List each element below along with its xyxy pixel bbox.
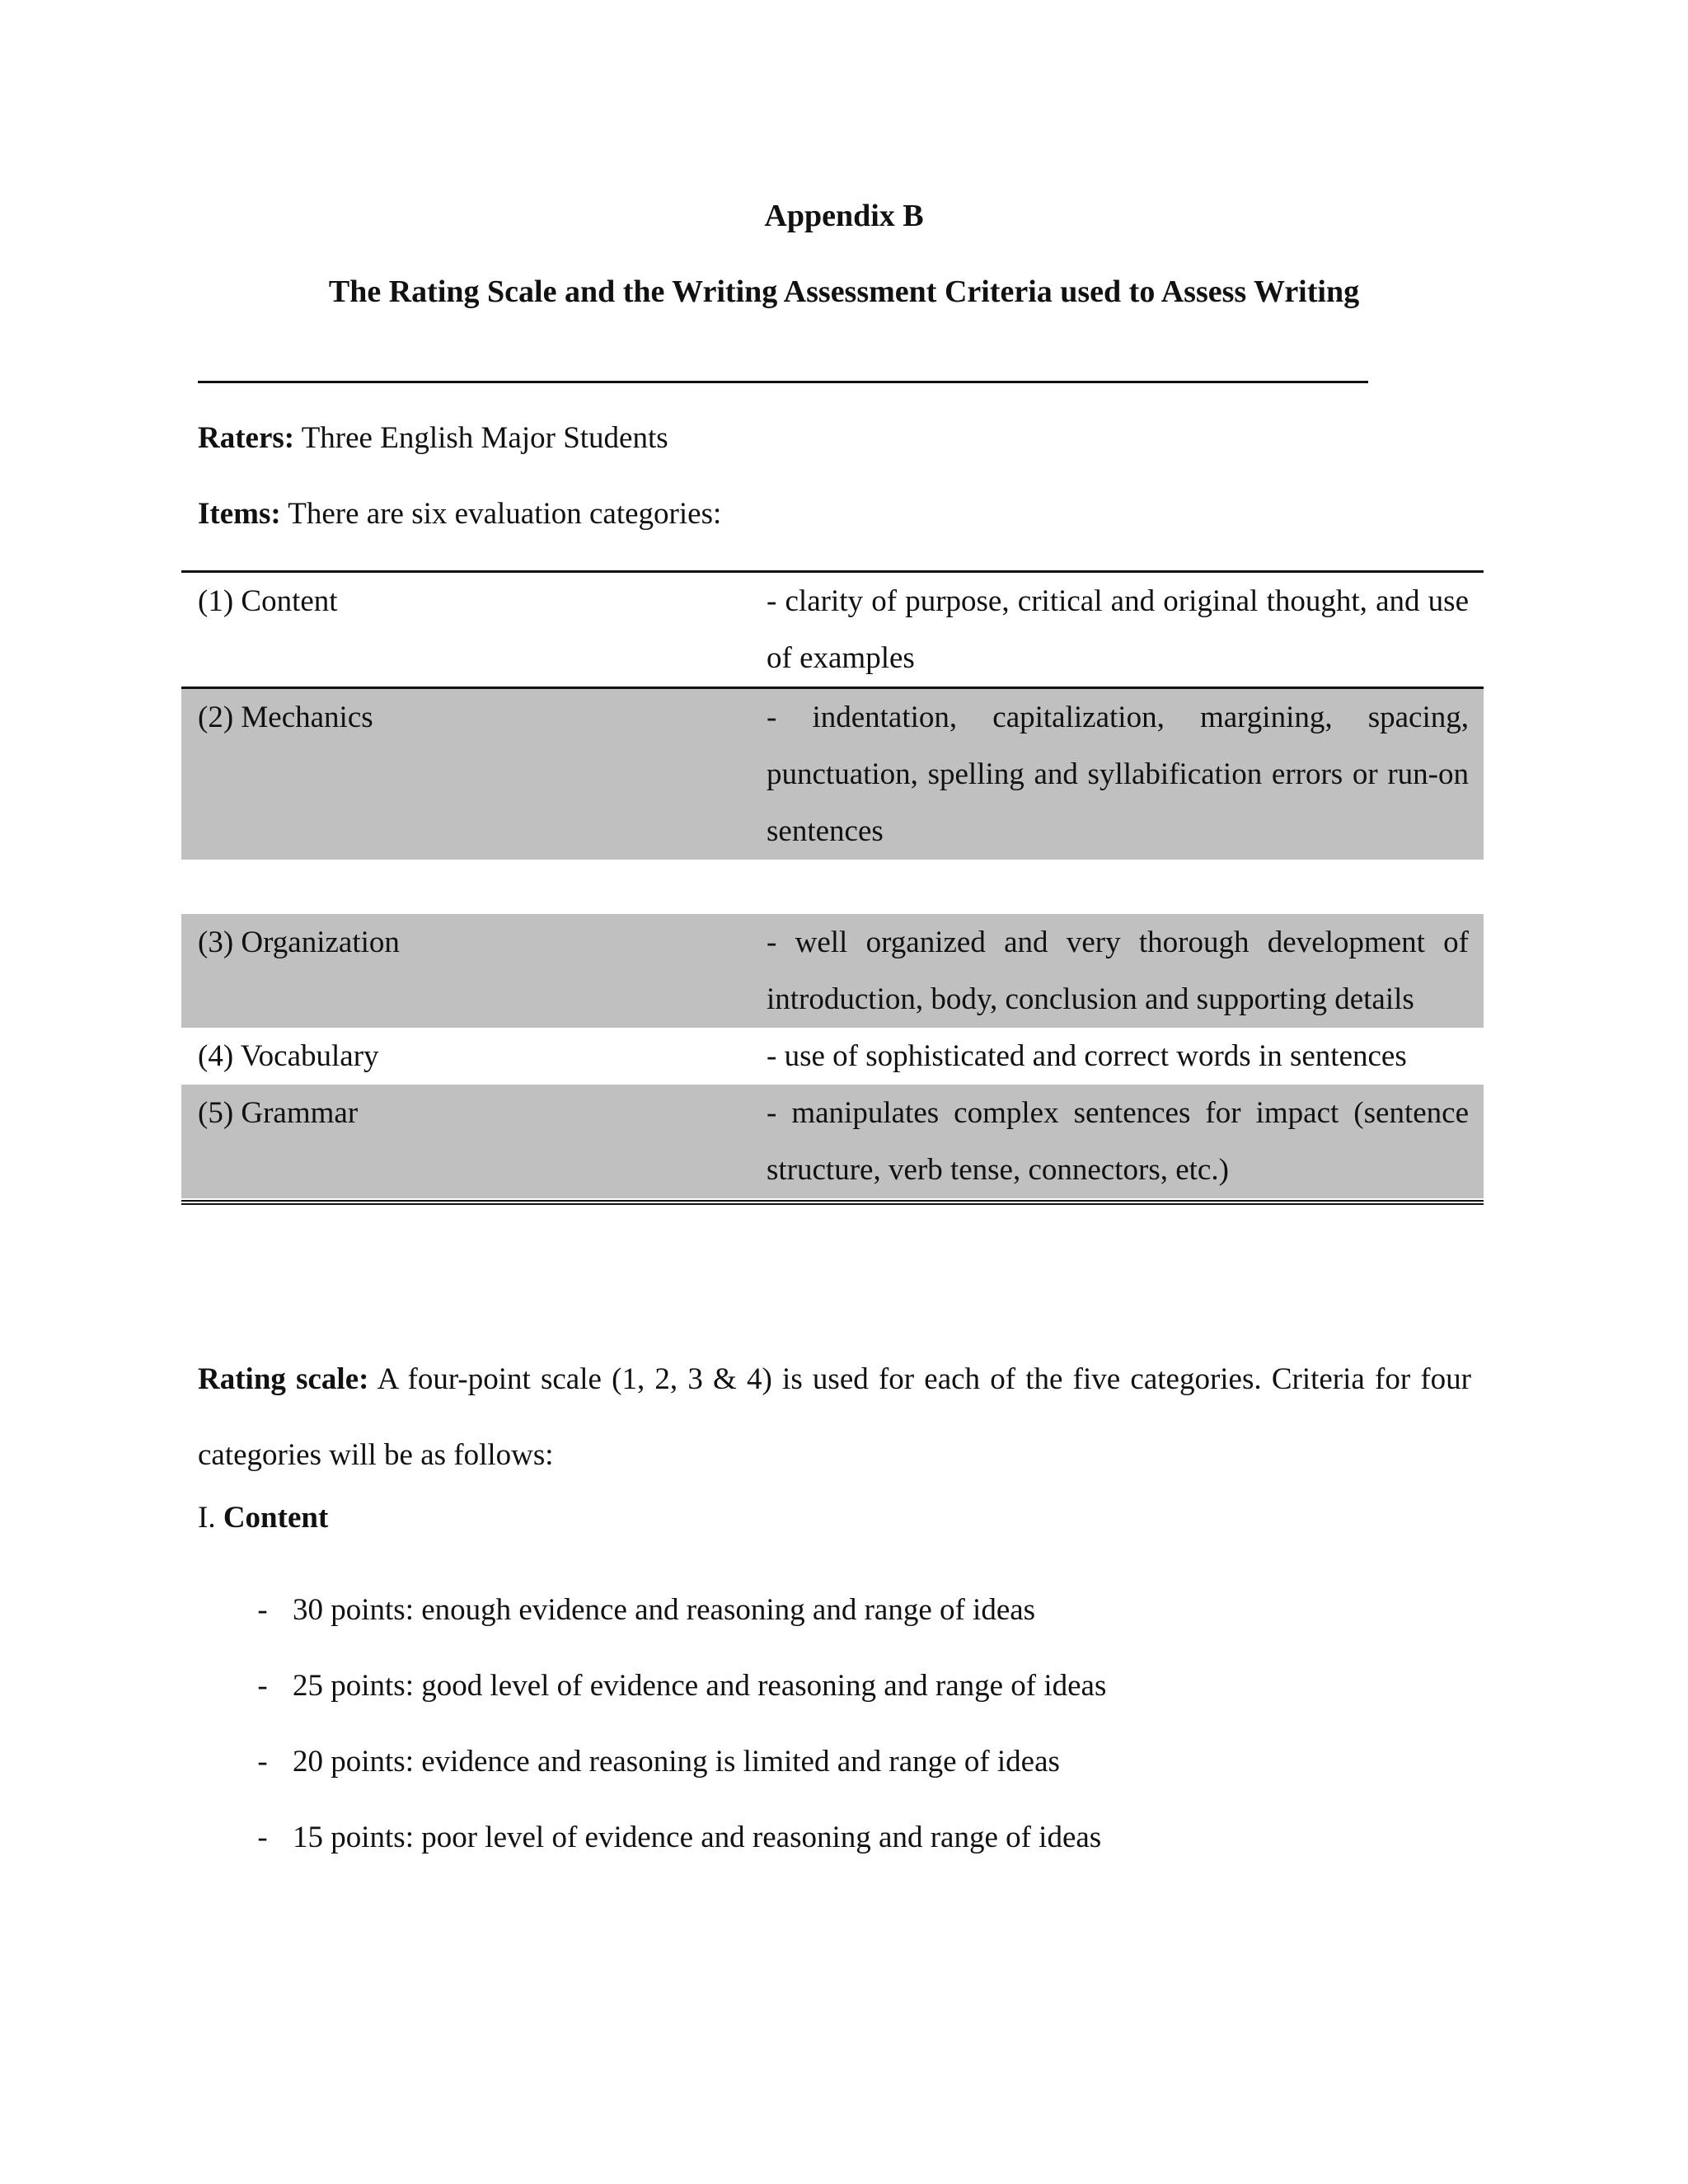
document-subtitle: The Rating Scale and the Writing Assessment Criteria used to Assess Writing [328,274,1360,309]
criteria-description: - manipulates complex sentences for impact (sentence structure, verb tense, connectors, etc.) [767,1096,1469,1187]
raters-line [198,419,668,458]
rating-scale-label: Rating scale: [198,1362,369,1396]
criteria-table [181,570,1484,1205]
list-item-text: 15 points: poor level of evidence and reasoning and range of ideas [293,1821,1102,1854]
criteria-row-vocabulary [181,1028,1484,1085]
list-item [198,1800,1434,1876]
appendix-title: Appendix B [764,199,924,233]
criteria-name: (3) Organization [198,926,400,959]
list-item [198,1648,1434,1724]
raters-label: Raters: [198,421,295,455]
items-label: Items: [198,497,281,531]
raters-text: Three English Major Students [301,421,668,455]
criteria-row-grammar [181,1085,1484,1198]
criteria-description: - clarity of purpose, critical and original thought, and use of examples [767,584,1469,675]
list-dash: - [257,1821,268,1854]
criteria-name: (2) Mechanics [198,701,373,734]
criteria-description: - well organized and very thorough development of introduction, body, conclusion and supporting details [767,926,1469,1016]
section-heading [198,1498,328,1538]
list-dash: - [257,1669,268,1703]
criteria-name: (4) Vocabulary [198,1039,379,1073]
items-text: There are six evaluation categories: [288,497,722,531]
list-dash: - [257,1593,268,1627]
criteria-name: (5) Grammar [198,1096,359,1130]
rating-scale-paragraph [198,1342,1471,1493]
list-item-text: 25 points: good level of evidence and reasoning and range of ideas [293,1669,1107,1703]
criteria-name: (1) Content [198,584,338,618]
items-line [198,494,721,534]
horizontal-rule [198,381,1368,383]
list-item [198,1572,1434,1648]
rating-scale-text: A four-point scale (1, 2, 3 & 4) is used for each of the five categories. Criteria for four categories will be as follows: [198,1362,1472,1472]
section-name: Content [223,1501,329,1535]
table-bottom-border [181,1200,1484,1205]
criteria-description: - indentation, capitalization, margining, spacing, punctuation, spelling and syllabification errors or run-on sentences [767,701,1469,848]
list-item [198,1724,1434,1800]
list-item-text: 20 points: evidence and reasoning is limited and range of ideas [293,1745,1060,1779]
list-dash: - [257,1745,268,1779]
criteria-description: - use of sophisticated and correct words in sentences [767,1039,1407,1073]
criteria-row-organization [181,914,1484,1028]
points-list [198,1572,1434,1876]
section-number: I. [198,1501,216,1535]
criteria-row-content [181,570,1484,687]
list-item-text: 30 points: enough evidence and reasoning and range of ideas [293,1593,1036,1627]
criteria-row-mechanics [181,687,1484,860]
